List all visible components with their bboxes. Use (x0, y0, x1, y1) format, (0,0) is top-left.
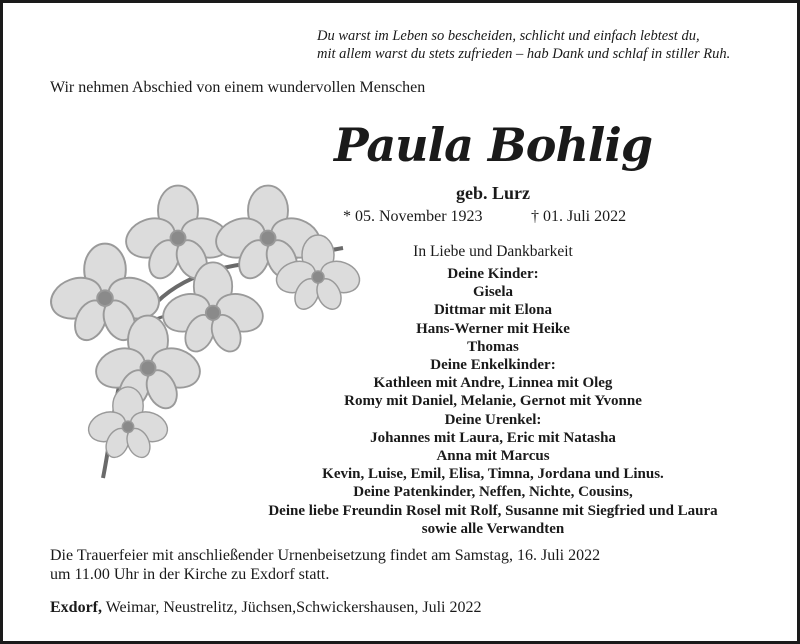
intro-text: Wir nehmen Abschied von einem wundervollen Menschen (50, 79, 426, 96)
poem-line-2: mit allem warst du stets zufrieden – hab Dank und schlaf in stiller Ruh. (317, 46, 731, 62)
mourner-line: Hans-Werner mit Heike (416, 320, 570, 337)
birth-date: * 05. November 1923 (343, 208, 483, 225)
mourner-line: Deine Enkelkinder: (430, 357, 556, 374)
poem (317, 27, 787, 63)
mourner-line: Deine liebe Freundin Rosel mit Rolf, Susanne mit Siegfried und Laura (268, 502, 718, 519)
service-info (50, 546, 750, 584)
mourner-line: Deine Patenkinder, Neffen, Nichte, Cousins, (353, 484, 633, 501)
mourner-line: Thomas (467, 338, 519, 355)
mourner-line: Anna mit Marcus (436, 448, 550, 465)
location-line (50, 599, 481, 617)
maiden-name: geb. Lurz (456, 183, 530, 203)
deceased-name: Paula Bohlig (333, 118, 653, 172)
mourners-list (193, 265, 793, 538)
location-rest: Weimar, Neustrelitz, Jüchsen,Schwickershausen, Juli 2022 (102, 599, 482, 616)
mourner-line: Deine Kinder: (447, 266, 539, 282)
mourner-line: Kevin, Luise, Emil, Elisa, Timna, Jordana und Linus. (322, 466, 664, 483)
service-line-1: Die Trauerfeier mit anschließender Urnenbeisetzung findet am Samstag, 16. Juli 2022 (50, 547, 601, 564)
mourner-line: Dittmar mit Elona (433, 302, 553, 319)
love-line: In Liebe und Dankbarkeit (413, 243, 573, 260)
mourner-line: Gisela (473, 284, 513, 301)
mourner-line: Deine Urenkel: (444, 411, 542, 428)
mourner-line: Johannes mit Laura, Eric mit Natasha (370, 429, 616, 446)
mourner-line: Romy mit Daniel, Melanie, Gernot mit Yvonne (344, 393, 642, 410)
location-town: Exdorf, (50, 599, 102, 616)
death-date: † 01. Juli 2022 (531, 208, 627, 225)
mourner-line: Kathleen mit Andre, Linnea mit Oleg (373, 375, 613, 392)
poem-line-1: Du warst im Leben so bescheiden, schlicht und einfach lebtest du, (317, 28, 700, 44)
service-line-2: um 11.00 Uhr in der Kirche zu Exdorf statt. (50, 566, 330, 583)
mourner-line: sowie alle Verwandten (421, 520, 565, 537)
